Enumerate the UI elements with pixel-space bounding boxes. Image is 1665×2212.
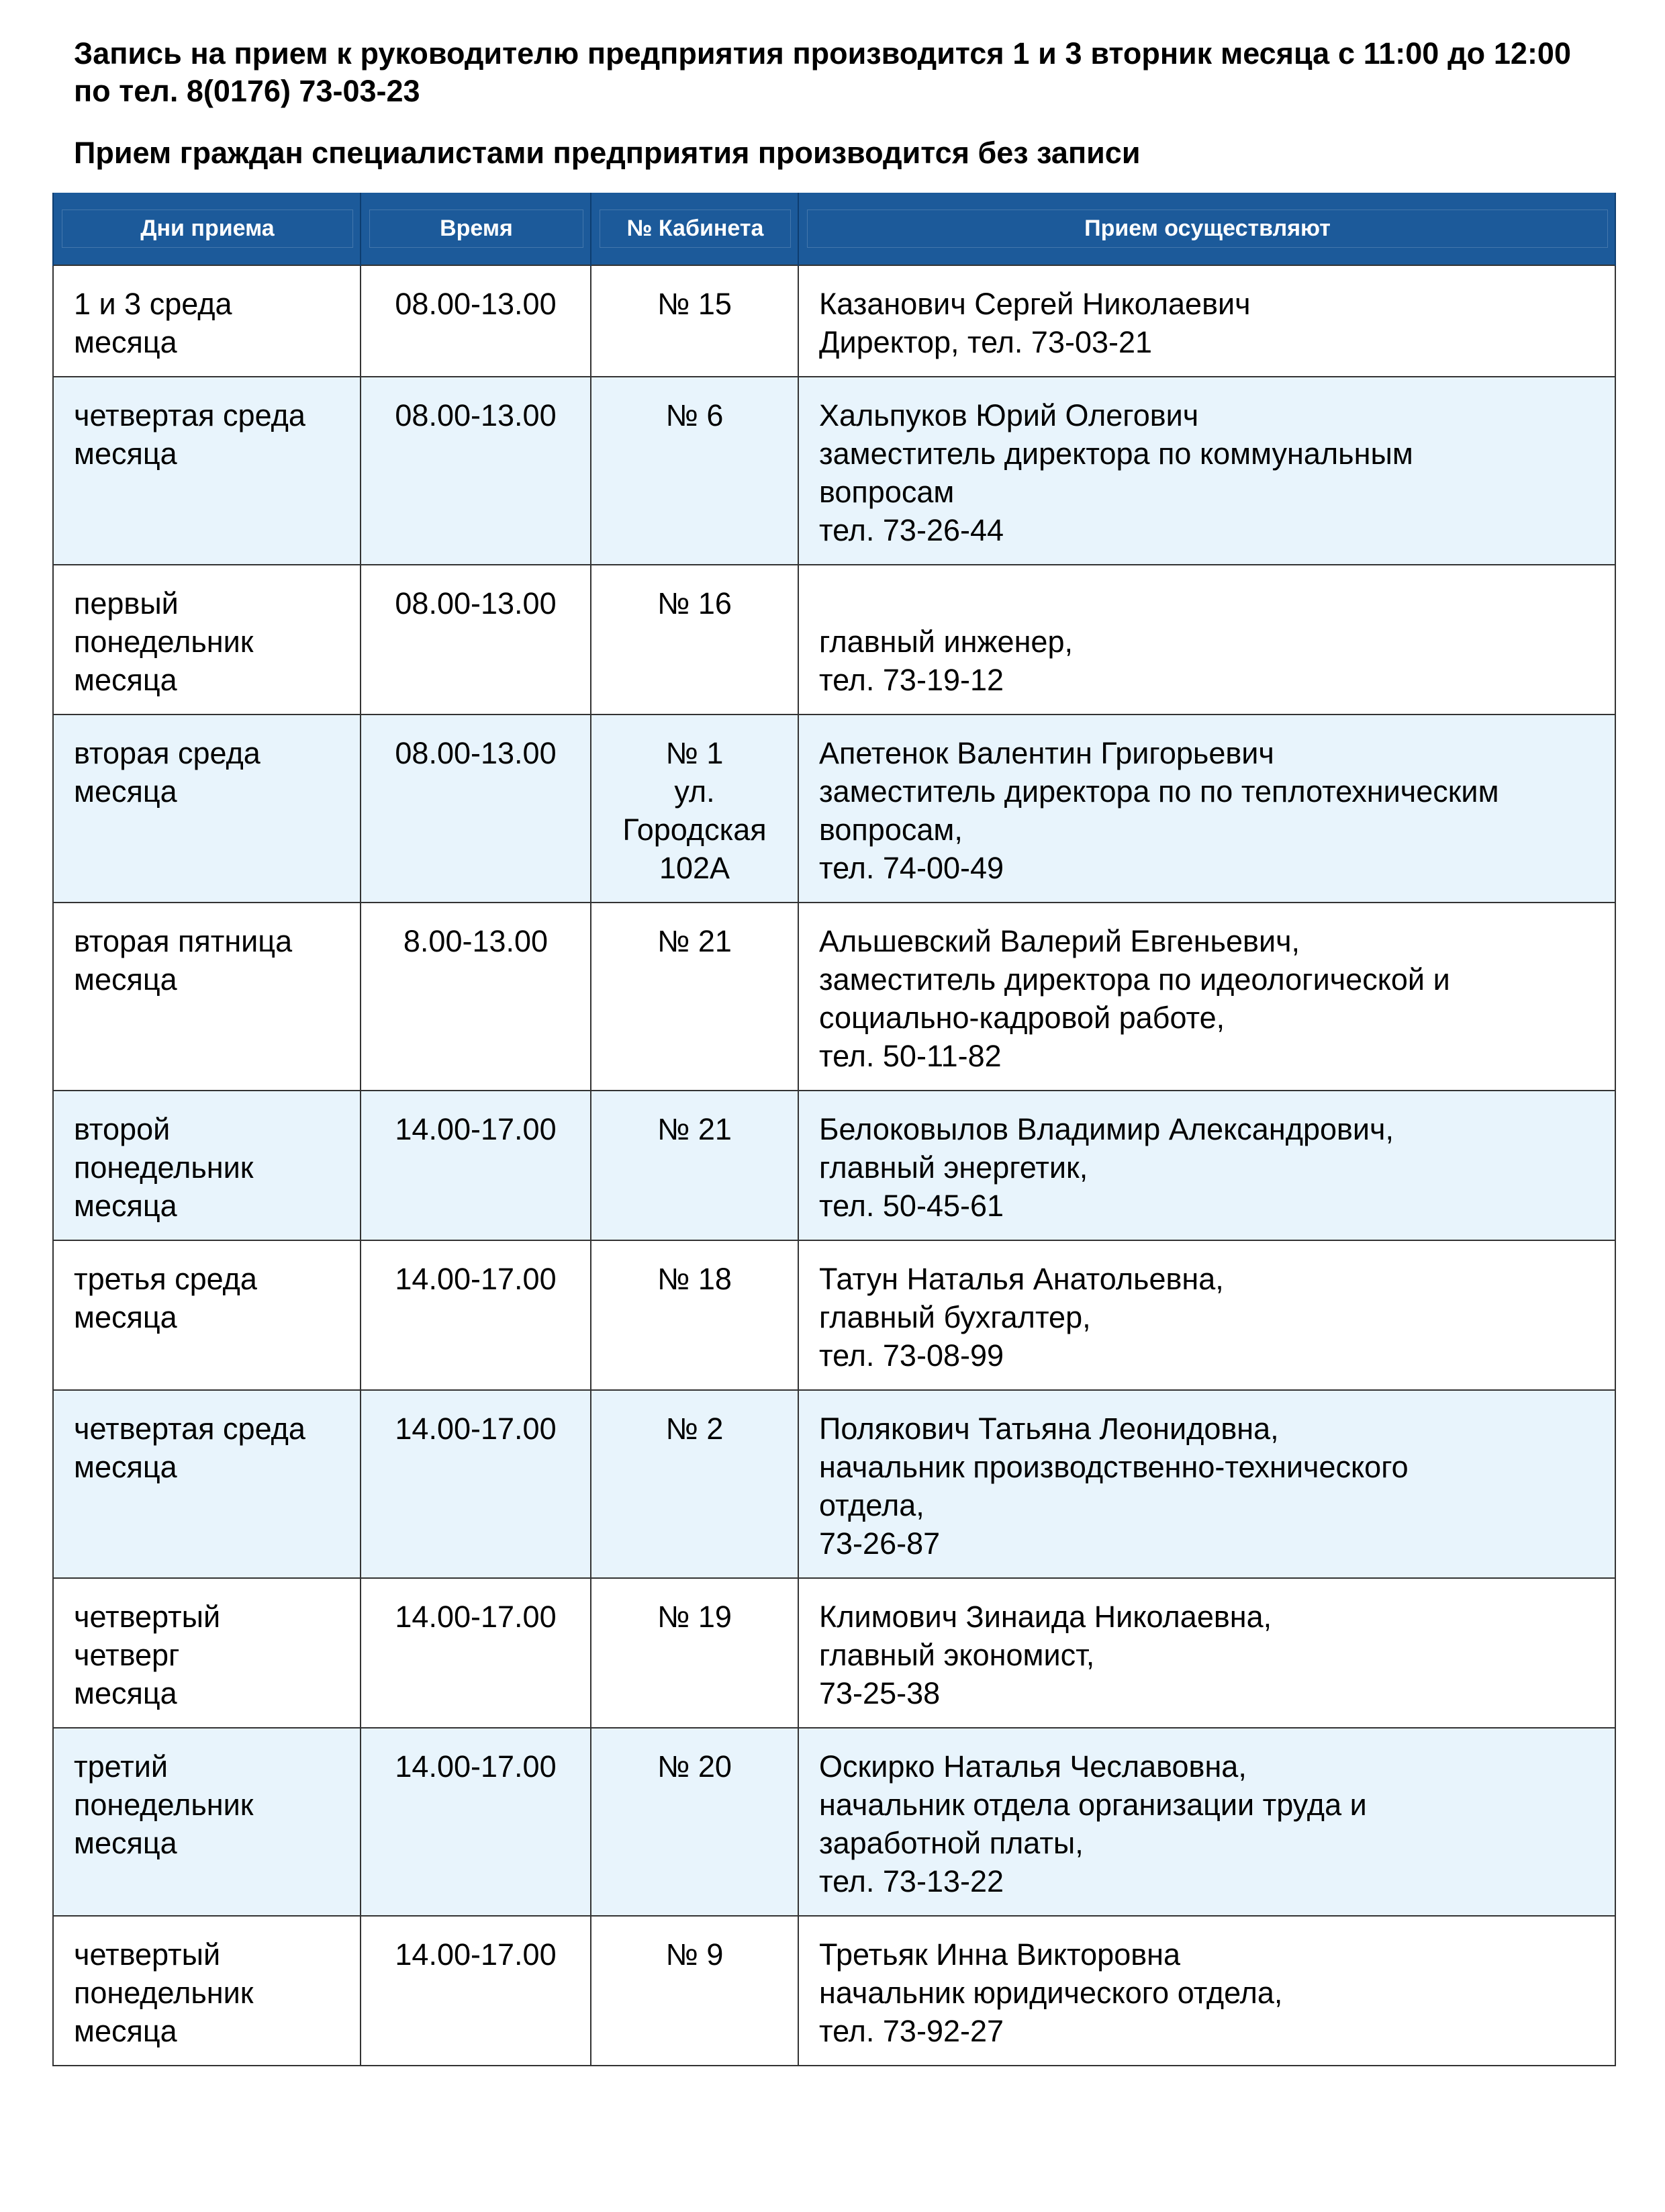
cell-time: 14.00-17.00 xyxy=(361,1578,591,1728)
cell-time: 08.00-13.00 xyxy=(361,715,591,903)
cell-days xyxy=(53,1091,361,1240)
cell-staff-line: социально-кадровой работе, xyxy=(819,1001,1225,1035)
cell-staff-line: вопросам, xyxy=(819,813,963,847)
cell-staff-line: 73-26-87 xyxy=(819,1526,941,1561)
cell-staff-line: Хальпуков Юрий Олегович xyxy=(819,398,1199,432)
cell-days-line: месяца xyxy=(74,2014,177,2048)
cell-days-line: 1 и 3 среда xyxy=(74,287,232,321)
cell-days-line: месяца xyxy=(74,325,177,359)
cell-room-line: 102А xyxy=(659,851,730,885)
table-row xyxy=(53,1728,1615,1916)
cell-staff-line: тел. 73-26-44 xyxy=(819,513,1004,547)
cell-staff xyxy=(798,265,1615,377)
header-room: № Кабинета xyxy=(591,193,798,265)
cell-days-line: четвертая среда xyxy=(74,398,305,432)
header-staff: Прием осуществляют xyxy=(798,193,1615,265)
cell-days-line: месяца xyxy=(74,663,177,697)
cell-staff-line: заместитель директора по по теплотехническим xyxy=(819,774,1499,809)
cell-room-line: № 19 xyxy=(657,1600,732,1634)
cell-time: 14.00-17.00 xyxy=(361,1728,591,1916)
cell-days xyxy=(53,565,361,715)
cell-staff-line: Казанович Сергей Николаевич xyxy=(819,287,1251,321)
cell-days xyxy=(53,715,361,903)
table-row xyxy=(53,565,1615,715)
cell-room-line: № 1 xyxy=(665,736,724,770)
cell-staff xyxy=(798,1578,1615,1728)
cell-days xyxy=(53,1728,361,1916)
intro-walkin-text: Прием граждан специалистами предприятия производится без записи xyxy=(74,136,1141,170)
cell-days-line: четвертый xyxy=(74,1937,221,1972)
cell-staff-line: тел. 73-19-12 xyxy=(819,663,1004,697)
cell-days-line: месяца xyxy=(74,1676,177,1710)
table-row xyxy=(53,377,1615,565)
cell-staff xyxy=(798,1390,1615,1578)
blank-line xyxy=(819,584,1595,623)
cell-staff-line: Апетенок Валентин Григорьевич xyxy=(819,736,1274,770)
cell-days-line: месяца xyxy=(74,962,177,997)
cell-staff-line: Оскирко Наталья Чеславовна, xyxy=(819,1749,1247,1784)
cell-staff-line: Альшевский Валерий Евгеньевич, xyxy=(819,924,1300,958)
cell-room-line: № 18 xyxy=(657,1262,732,1296)
table-row xyxy=(53,1390,1615,1578)
cell-days-line: понедельник xyxy=(74,1788,254,1822)
cell-staff xyxy=(798,1091,1615,1240)
cell-staff xyxy=(798,903,1615,1091)
cell-room xyxy=(591,903,798,1091)
header-days: Дни приема xyxy=(53,193,361,265)
cell-room-line: № 21 xyxy=(657,924,732,958)
cell-days-line: месяца xyxy=(74,1300,177,1334)
table-row xyxy=(53,903,1615,1091)
table-row xyxy=(53,265,1615,377)
cell-room-line: № 20 xyxy=(657,1749,732,1784)
cell-days xyxy=(53,377,361,565)
cell-staff-line: главный экономист, xyxy=(819,1638,1095,1672)
cell-staff-line: тел. 74-00-49 xyxy=(819,851,1004,885)
cell-staff-line: начальник отдела организации труда и xyxy=(819,1788,1367,1822)
cell-staff-line: 73-25-38 xyxy=(819,1676,941,1710)
cell-staff xyxy=(798,1240,1615,1390)
cell-room xyxy=(591,1390,798,1578)
cell-room-line: Городская xyxy=(622,813,767,847)
cell-staff-line: главный бухгалтер, xyxy=(819,1300,1091,1334)
cell-staff-line: заместитель директора по идеологической и xyxy=(819,962,1450,997)
cell-room-line: № 6 xyxy=(665,398,724,432)
cell-staff-line: тел. 73-08-99 xyxy=(819,1338,1004,1373)
cell-time: 14.00-17.00 xyxy=(361,1091,591,1240)
table-row xyxy=(53,1578,1615,1728)
cell-staff xyxy=(798,715,1615,903)
cell-days-line: третий xyxy=(74,1749,169,1784)
reception-schedule-table xyxy=(52,193,1616,2066)
cell-days-line: месяца xyxy=(74,436,177,471)
cell-staff-line: Белоковылов Владимир Александрович, xyxy=(819,1112,1394,1146)
cell-staff-line: заместитель директора по коммунальным xyxy=(819,436,1413,471)
cell-days xyxy=(53,1390,361,1578)
cell-days-line: месяца xyxy=(74,774,177,809)
cell-days-line: первый xyxy=(74,586,179,620)
cell-room-line: № 15 xyxy=(657,287,732,321)
cell-days xyxy=(53,1240,361,1390)
cell-days-line: четвертая среда xyxy=(74,1412,305,1446)
cell-days-line: вторая пятница xyxy=(74,924,293,958)
cell-room xyxy=(591,565,798,715)
cell-time: 8.00-13.00 xyxy=(361,903,591,1091)
cell-days xyxy=(53,1916,361,2066)
cell-staff xyxy=(798,565,1615,715)
cell-staff-line: тел. 73-92-27 xyxy=(819,2014,1004,2048)
cell-time: 14.00-17.00 xyxy=(361,1390,591,1578)
cell-room xyxy=(591,377,798,565)
cell-staff-line: Директор, тел. 73-03-21 xyxy=(819,325,1153,359)
cell-days-line: второй xyxy=(74,1112,171,1146)
cell-staff-line: Третьяк Инна Викторовна xyxy=(819,1937,1181,1972)
cell-days-line: понедельник xyxy=(74,1976,254,2010)
cell-room xyxy=(591,1916,798,2066)
cell-room-line: № 9 xyxy=(665,1937,724,1972)
table-header-row xyxy=(53,193,1615,265)
cell-staff-line: тел. 50-45-61 xyxy=(819,1189,1004,1223)
cell-room-line: № 16 xyxy=(657,586,732,620)
cell-days-line: понедельник xyxy=(74,1150,254,1185)
cell-days xyxy=(53,903,361,1091)
cell-days-line: третья среда xyxy=(74,1262,257,1296)
cell-staff xyxy=(798,377,1615,565)
cell-room xyxy=(591,265,798,377)
cell-time: 08.00-13.00 xyxy=(361,265,591,377)
cell-staff-line: тел. 50-11-82 xyxy=(819,1039,1002,1073)
cell-room-line: № 21 xyxy=(657,1112,732,1146)
cell-staff-line: заработной платы, xyxy=(819,1826,1084,1860)
cell-staff-line: Климович Зинаида Николаевна, xyxy=(819,1600,1272,1634)
cell-room xyxy=(591,1091,798,1240)
cell-days-line: понедельник xyxy=(74,625,254,659)
cell-staff-line: начальник юридического отдела, xyxy=(819,1976,1283,2010)
cell-days-line: четверг xyxy=(74,1638,180,1672)
cell-staff xyxy=(798,1728,1615,1916)
cell-room-line: ул. xyxy=(674,774,715,809)
cell-time: 14.00-17.00 xyxy=(361,1240,591,1390)
cell-room xyxy=(591,1578,798,1728)
cell-days xyxy=(53,1578,361,1728)
cell-days-line: вторая среда xyxy=(74,736,260,770)
cell-room xyxy=(591,1728,798,1916)
cell-staff-line: главный инженер, xyxy=(819,625,1073,659)
table-row xyxy=(53,1916,1615,2066)
table-body xyxy=(53,265,1615,2066)
cell-room xyxy=(591,715,798,903)
table-row xyxy=(53,1091,1615,1240)
cell-time: 08.00-13.00 xyxy=(361,377,591,565)
table-row xyxy=(53,1240,1615,1390)
cell-staff-line: главный энергетик, xyxy=(819,1150,1088,1185)
cell-staff-line: Татун Наталья Анатольевна, xyxy=(819,1262,1224,1296)
cell-room-line: № 2 xyxy=(665,1412,724,1446)
cell-staff-line: отдела, xyxy=(819,1488,924,1522)
cell-time: 14.00-17.00 xyxy=(361,1916,591,2066)
cell-staff-line: начальник производственно-технического xyxy=(819,1450,1409,1484)
cell-staff-line: тел. 73-13-22 xyxy=(819,1864,1004,1898)
cell-days-line: месяца xyxy=(74,1189,177,1223)
cell-staff-line: вопросам xyxy=(819,475,955,509)
cell-days-line: месяца xyxy=(74,1826,177,1860)
intro-appointment-text: Запись на прием к руководителю предприятия производится 1 и 3 вторник месяца с 11:00 до 12:00 по тел. 8(0176) 73-03-23 xyxy=(74,36,1571,108)
cell-staff xyxy=(798,1916,1615,2066)
header-time: Время xyxy=(361,193,591,265)
cell-days xyxy=(53,265,361,377)
cell-days-line: месяца xyxy=(74,1450,177,1484)
cell-room xyxy=(591,1240,798,1390)
cell-time: 08.00-13.00 xyxy=(361,565,591,715)
table-row xyxy=(53,715,1615,903)
cell-days-line: четвертый xyxy=(74,1600,221,1634)
cell-staff-line: Полякович Татьяна Леонидовна, xyxy=(819,1412,1279,1446)
